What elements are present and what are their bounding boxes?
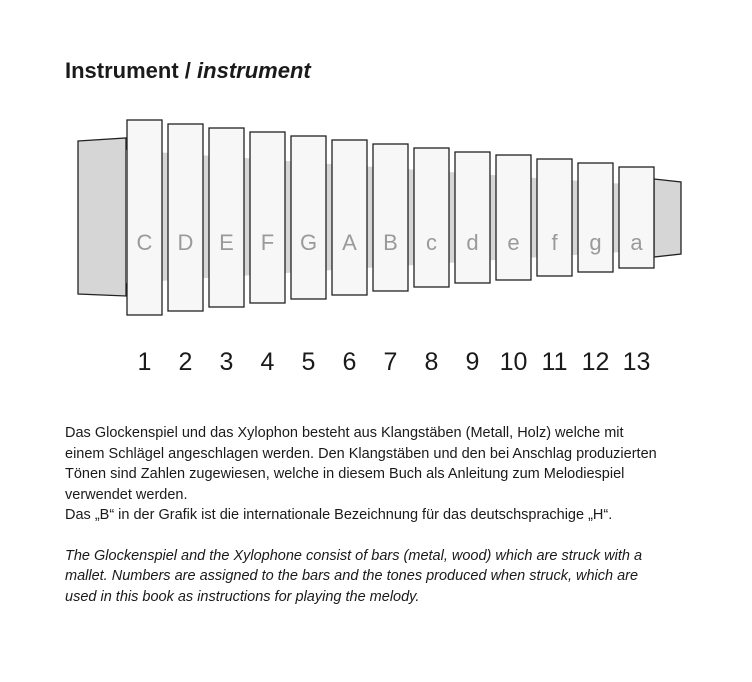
bar-note-label: e	[507, 230, 520, 255]
description-german-line: einem Schlägel angeschlagen werden. Den Klangstäben und den bei Anschlag produzierten	[65, 445, 657, 462]
xylophone-bar	[373, 144, 408, 291]
bar-body	[168, 124, 203, 311]
xylophone-bar	[250, 132, 285, 303]
bar-note-label: E	[219, 230, 234, 255]
bar-number-label: 1	[137, 348, 152, 376]
bar-body	[496, 155, 531, 280]
title-english: instrument	[197, 58, 311, 83]
bar-number-label: 10	[499, 348, 528, 376]
bar-number-label: 6	[342, 348, 357, 376]
bar-body	[455, 152, 490, 283]
xylophone-bar	[209, 128, 244, 307]
bar-number-label: 8	[424, 348, 439, 376]
xylophone-bar	[578, 163, 613, 272]
bar-number-label: 11	[541, 348, 568, 376]
title-separator: /	[178, 58, 198, 83]
description-german-line: Tönen sind Zahlen zugewiesen, welche in diesem Buch als Anleitung zum Melodiespiel	[65, 466, 625, 482]
bar-note-label: F	[260, 230, 275, 255]
xylophone-bar	[414, 148, 449, 287]
bar-note-label: f	[551, 230, 558, 255]
bar-body	[250, 132, 285, 303]
xylophone-bar	[496, 155, 531, 280]
description-german-line: Das Glockenspiel und das Xylophon besteht aus Klangstäben (Metall, Holz) welche mit	[65, 425, 624, 441]
bar-number-label: 12	[581, 348, 610, 376]
bar-number-label: 3	[219, 348, 234, 376]
bar-note-label: A	[342, 230, 357, 255]
title-german: Instrument	[65, 58, 179, 83]
xylophone-bar	[332, 140, 367, 295]
description-english-line: The Glockenspiel and the Xylophone consist of bars (metal, wood) which are struck with a	[65, 547, 643, 564]
bar-body	[332, 140, 367, 295]
xylophone-bar	[127, 120, 162, 315]
bar-note-label: G	[299, 230, 318, 255]
bar-body	[414, 148, 449, 287]
xylophone-bar	[455, 152, 490, 283]
bar-body	[373, 144, 408, 291]
bar-note-label: g	[589, 230, 602, 255]
description-german-line: verwendet werden.	[65, 486, 188, 503]
bar-note-label: d	[466, 230, 479, 255]
xylophone-bar	[537, 159, 572, 276]
xylophone-bar	[619, 167, 654, 268]
xylophone-frame	[78, 138, 126, 296]
bar-body	[209, 128, 244, 307]
bar-note-label: a	[630, 230, 643, 255]
description-german-line: Das „B“ in der Grafik ist die internationale Bezeichnung für das deutschsprachige „H“.	[65, 507, 613, 523]
description-english-line: used in this book as instructions for playing the melody.	[65, 588, 420, 605]
bar-note-label: D	[177, 230, 194, 255]
xylophone-frame-end	[654, 179, 681, 257]
description	[65, 423, 705, 607]
bar-note-label: C	[136, 230, 153, 255]
bar-number-label: 13	[622, 348, 651, 376]
bar-body	[291, 136, 326, 299]
bar-note-label: c	[426, 230, 437, 255]
bar-number-label: 7	[383, 348, 398, 376]
bar-body	[537, 159, 572, 276]
bar-body	[127, 120, 162, 315]
description-english-line: mallet. Numbers are assigned to the bars and the tones produced when struck, which are	[65, 568, 639, 584]
bar-number-label: 4	[260, 348, 275, 376]
xylophone-bar	[168, 124, 203, 311]
bar-number-label: 5	[301, 348, 316, 376]
bar-number-label: 2	[178, 348, 193, 376]
bar-note-label: B	[383, 230, 398, 255]
bar-number-label: 9	[465, 348, 480, 376]
bar-body	[578, 163, 613, 272]
xylophone-bar	[291, 136, 326, 299]
